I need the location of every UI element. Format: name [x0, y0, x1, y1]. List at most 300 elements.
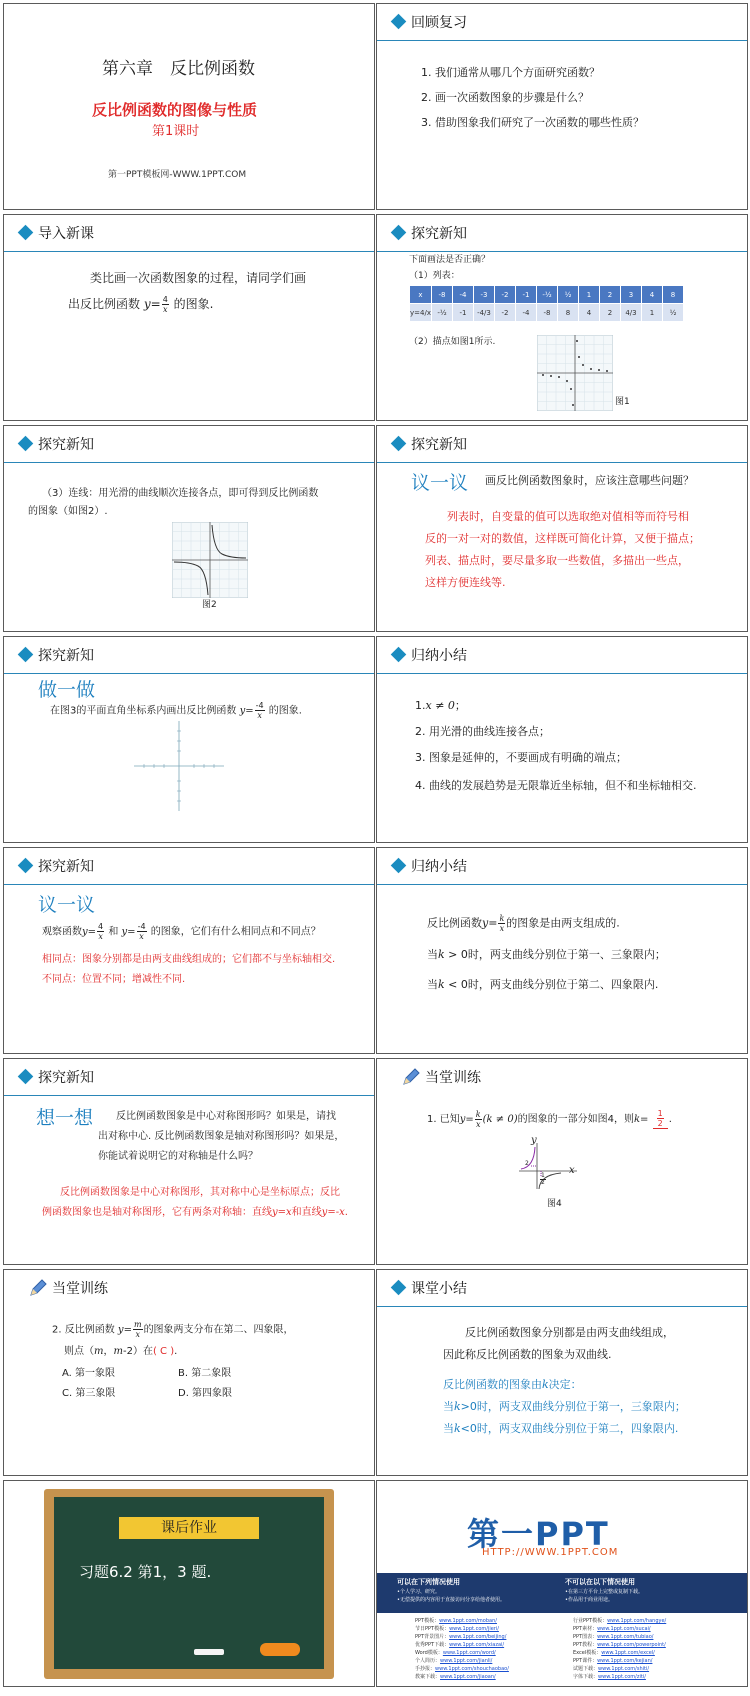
header-divider — [4, 1095, 374, 1096]
slide-13-practice-2[interactable] — [3, 1269, 375, 1476]
table-cell: -1 — [452, 304, 473, 322]
curve-figure-2 — [172, 522, 248, 598]
option-d[interactable]: D. 第四象限 — [178, 1388, 233, 1399]
diamond-bullet-icon — [18, 647, 34, 663]
comma: ， — [103, 1346, 114, 1357]
var-y: y — [459, 1114, 466, 1125]
diamond-bullet-icon — [391, 14, 407, 30]
line-text-end: >0时，两支双曲线分别位于第一，三象限内； — [460, 1400, 686, 1413]
var-m: m — [94, 1346, 104, 1357]
item-number: 1. — [415, 699, 426, 712]
table-cell: -2 — [494, 304, 515, 322]
var-k: k — [438, 978, 445, 991]
diamond-bullet-icon — [391, 647, 407, 663]
discuss-tag: 议一议 — [38, 894, 96, 916]
figure-caption: 图2 — [202, 600, 217, 610]
table-cell: 2 — [599, 304, 620, 322]
slide-header — [4, 1270, 374, 1306]
link-label: 节日PPT模板： — [415, 1626, 450, 1632]
allowed-item-1: •个人学习、研究。 — [397, 1589, 440, 1595]
link-url[interactable]: www.1ppt.com/xiazai/ — [449, 1642, 505, 1648]
fraction — [475, 1110, 482, 1129]
pencil-icon — [28, 1278, 48, 1298]
step-3-line-2: 的图象（如图2）. — [28, 506, 108, 517]
fraction — [133, 1320, 143, 1339]
header-title: 当堂训练 — [52, 1281, 108, 1297]
diamond-bullet-icon — [391, 436, 407, 452]
header-title: 当堂训练 — [425, 1070, 481, 1086]
answer-line-2: 反的一对一对的数值，这样既可简化计算，又便于描点； — [425, 532, 700, 545]
line-text-end: 时，两支曲线分别位于第一、三象限内； — [467, 948, 666, 961]
table-cell: -4 — [515, 304, 536, 322]
condition: (k ≠ 0) — [482, 1114, 518, 1125]
homework-tag: 课后作业 — [119, 1517, 259, 1539]
slide-8-summary[interactable] — [376, 636, 748, 843]
link-label: 试题下载： — [573, 1666, 599, 1672]
option-c[interactable]: C. 第三象限 — [62, 1388, 116, 1399]
slide-6-discuss[interactable] — [376, 425, 748, 632]
link-url[interactable]: www.1ppt.com/ziti/ — [598, 1674, 646, 1680]
question-end: . — [668, 1114, 672, 1125]
allowed-heading: 可以在下列情况使用 — [397, 1578, 460, 1586]
condition: < 0 — [448, 978, 468, 991]
link-url[interactable]: www.1ppt.com/sucai/ — [597, 1626, 651, 1632]
link-label: 优秀PPT下载： — [415, 1642, 450, 1648]
practice-question — [427, 1109, 672, 1129]
header-title: 回顾复习 — [411, 15, 467, 31]
var-y: y — [121, 926, 128, 938]
disallowed-item-1: •在第三方平台上完整或复制下载。 — [565, 1589, 643, 1595]
header-divider — [377, 884, 747, 885]
table-cell: -4/3 — [473, 304, 494, 322]
link-row[interactable] — [415, 1642, 504, 1649]
table-cell: -½ — [536, 286, 557, 304]
header-title: 探究新知 — [411, 226, 467, 242]
pencil-icon — [401, 1067, 421, 1087]
summary-item-2: 2. 用光滑的曲线连接各点； — [415, 725, 550, 738]
table-cell: 8 — [662, 286, 683, 304]
table-cell: 3 — [620, 286, 641, 304]
logo-text-ppt: PPT — [535, 1515, 610, 1553]
link-url[interactable]: www.1ppt.com/shiti/ — [598, 1666, 650, 1672]
eraser-icon — [260, 1643, 300, 1656]
logo-text-cn: 第一 — [467, 1515, 536, 1553]
instruction-text-end: 的图象. — [268, 705, 302, 717]
diamond-bullet-icon — [18, 1069, 34, 1085]
table-cell: -3 — [473, 286, 494, 304]
option-b[interactable]: B. 第二象限 — [178, 1368, 232, 1379]
link-url[interactable]: www.1ppt.com/beijing/ — [449, 1634, 507, 1640]
table-cell: -8 — [431, 286, 452, 304]
var-y: y — [143, 297, 151, 311]
brand-url[interactable]: HTTP://WWW.1PPT.COM — [482, 1547, 619, 1558]
fraction — [137, 922, 147, 941]
slide-7-try[interactable] — [3, 636, 375, 843]
table-cell: 1 — [641, 304, 662, 322]
diamond-bullet-icon — [18, 436, 34, 452]
intro-text-end: 的图象. — [173, 297, 214, 311]
diamond-bullet-icon — [391, 858, 407, 874]
numerator: 4 — [98, 922, 104, 931]
step-3-line-1: （3）连线：用光滑的曲线顺次连接各点，即可得到反比例函数 — [42, 488, 319, 499]
denominator: 2 — [657, 1119, 663, 1128]
table-cell: 4 — [641, 286, 662, 304]
link-url[interactable]: www.1ppt.com/tubiao/ — [597, 1634, 654, 1640]
denominator: x — [98, 932, 103, 941]
slide-2-review[interactable] — [376, 3, 748, 210]
numerator: -4 — [137, 922, 146, 931]
try-tag: 做一做 — [38, 679, 96, 701]
table-cell: -4 — [452, 286, 473, 304]
homework-text: 习题6.2 第1，3 题. — [79, 1563, 212, 1581]
header-divider — [377, 1306, 747, 1307]
answer-text-end: . — [344, 1207, 348, 1218]
summary-item-4: 4. 曲线的发展趋势是无限靠近坐标轴，但不和坐标轴相交. — [415, 779, 697, 792]
slide-header — [377, 426, 747, 462]
fraction — [255, 701, 265, 720]
practice-question-line-2 — [64, 1344, 177, 1360]
link-label: 教案下载： — [415, 1674, 441, 1680]
think-tag: 想一想 — [36, 1107, 94, 1129]
diamond-bullet-icon — [391, 1280, 407, 1296]
intro-text: 出反比例函数 — [68, 297, 141, 311]
numerator: m — [133, 1320, 142, 1329]
line-equation-2: y=-x — [321, 1207, 345, 1218]
link-row[interactable] — [415, 1674, 496, 1681]
link-label: PPT背景图片： — [415, 1634, 450, 1640]
var-m: m — [113, 1346, 123, 1357]
question-text-end: 的图象两支分布在第二、四象限， — [143, 1324, 294, 1336]
link-row[interactable] — [573, 1634, 653, 1641]
x-axis-label: x — [569, 1165, 575, 1176]
link-label: Excel模板： — [573, 1650, 602, 1656]
slide-1-title[interactable] — [3, 3, 375, 210]
line-text: 反比例函数 — [427, 916, 482, 930]
slide-header — [4, 215, 374, 251]
and-text: 和 — [108, 926, 119, 938]
var-y: y — [82, 926, 88, 938]
think-question-3: 你能试着说明它的对称轴是什么吗？ — [98, 1151, 258, 1162]
y-axis-label: y — [531, 1135, 537, 1146]
answer-text-mid: 和直线 — [291, 1207, 322, 1218]
link-url[interactable]: www.1ppt.com/excel/ — [601, 1650, 655, 1656]
line-equation-1: y=x — [272, 1207, 292, 1218]
equals-sign: = — [123, 1324, 132, 1336]
slide-header — [4, 848, 374, 884]
question-3: 3. 借助图象我们研究了一次函数的哪些性质？ — [421, 116, 644, 129]
answer-text: 例函数图象也是轴对称图形，它有两条对称轴：直线 — [42, 1207, 272, 1218]
header-title: 探究新知 — [38, 1070, 94, 1086]
link-label: PPT素材： — [573, 1626, 598, 1632]
link-url[interactable]: www.1ppt.com/moban/ — [439, 1618, 497, 1624]
header-divider — [4, 673, 374, 674]
tick-fraction — [540, 1173, 546, 1186]
slide-header — [377, 637, 747, 673]
diamond-bullet-icon — [18, 225, 34, 241]
slide-3-intro[interactable] — [3, 214, 375, 421]
lesson-number: 第1课时 — [152, 124, 200, 139]
item-punct: ； — [454, 699, 466, 712]
table-cell: -1 — [515, 286, 536, 304]
equals-sign: = — [465, 1114, 474, 1125]
var-k: k — [633, 1114, 641, 1125]
header-divider — [4, 251, 374, 252]
link-row[interactable] — [415, 1666, 509, 1673]
numerator: 1 — [657, 1109, 663, 1118]
summary-line-3 — [443, 1376, 582, 1394]
header-title: 探究新知 — [38, 437, 94, 453]
summary-line-5 — [443, 1420, 678, 1438]
table-cell: y=4/x — [410, 304, 432, 322]
slide-header — [377, 1270, 747, 1306]
slide-header — [4, 637, 374, 673]
link-row[interactable] — [573, 1618, 666, 1625]
link-label: PPT教程： — [573, 1642, 598, 1648]
table-row-y — [410, 304, 684, 322]
instruction-text: 在图3的平面直角坐标系内画出反比例函数 — [50, 705, 237, 717]
question-text: 2. 反比例函数 — [52, 1324, 115, 1336]
slide-10-summary-k[interactable] — [376, 847, 748, 1054]
link-row[interactable] — [573, 1642, 666, 1649]
link-label: 个人简历： — [415, 1658, 441, 1664]
summary-line-3 — [427, 976, 658, 994]
numerator: k — [475, 1109, 481, 1119]
line-text-end: 的图象是由两支组成的. — [506, 916, 620, 930]
equals-sign: = — [127, 926, 136, 938]
link-row[interactable] — [573, 1658, 652, 1665]
disallowed-item-2: •作品用于商业用途。 — [565, 1597, 613, 1603]
think-answer-1: 反比例函数图象是中心对称图形，其对称中心是坐标原点；反比 — [60, 1187, 340, 1198]
link-url[interactable]: www.1ppt.com/jieri/ — [449, 1626, 499, 1632]
slide-header — [377, 1059, 747, 1095]
summary-item-3: 3. 图象是延伸的，不要画成有明确的端点； — [415, 751, 627, 764]
try-instruction — [50, 701, 302, 720]
fraction — [97, 922, 104, 941]
table-cell: ½ — [557, 286, 578, 304]
line-text: 当 — [427, 948, 438, 961]
link-row[interactable] — [415, 1618, 497, 1625]
line-text-end: 时，两支曲线分别位于第二、四象限内. — [467, 978, 659, 991]
header-title: 探究新知 — [38, 859, 94, 875]
diamond-bullet-icon — [18, 858, 34, 874]
link-row[interactable] — [415, 1626, 499, 1633]
var-y: y — [482, 916, 489, 930]
disallowed-heading: 不可以在以下情况使用 — [565, 1578, 635, 1586]
answer-line-4: 这样方便连线等. — [425, 576, 506, 589]
slide-9-compare[interactable] — [3, 847, 375, 1054]
question-1: 1. 我们通常从哪几个方面研究函数？ — [421, 66, 600, 79]
intro-line-1: 类比画一次函数图象的过程，请同学们画 — [90, 271, 307, 285]
question-2: 2. 画一次函数图象的步骤是什么？ — [421, 91, 589, 104]
line-text: 反比例函数的图象由 — [443, 1378, 542, 1391]
line-text: 当 — [443, 1400, 454, 1413]
answer-line-1: 列表时，自变量的值可以选取绝对值相等而符号相 — [447, 510, 689, 523]
header-divider — [377, 40, 747, 41]
values-table — [409, 285, 684, 322]
link-url[interactable]: www.1ppt.com/powerpoint/ — [597, 1642, 666, 1648]
summary-item-1 — [415, 697, 466, 715]
link-row[interactable] — [573, 1650, 655, 1657]
header-title: 归纳小结 — [411, 859, 467, 875]
condition: x ≠ 0 — [425, 699, 455, 712]
numerator: k — [499, 914, 505, 923]
slide-header — [377, 4, 747, 40]
question-text-mid: 的图象的一部分如图4，则 — [517, 1114, 634, 1125]
fraction — [498, 914, 505, 933]
link-label: 手抄报： — [415, 1666, 436, 1672]
link-url[interactable]: www.1ppt.com/hangye/ — [607, 1618, 667, 1624]
think-answer-2 — [42, 1205, 348, 1221]
link-label: Word模板： — [415, 1650, 443, 1656]
option-a[interactable]: A. 第一象限 — [62, 1368, 116, 1379]
table-cell: 4/3 — [620, 304, 641, 322]
header-title: 导入新课 — [38, 226, 94, 242]
slide-header — [377, 848, 747, 884]
different-points: 不同点：位置不同；增减性不同. — [42, 974, 186, 985]
line-text-end: 决定： — [548, 1378, 582, 1391]
intro-line-2 — [68, 295, 213, 314]
table-cell: 4 — [578, 304, 599, 322]
lesson-title: 反比例函数的图像与性质 — [92, 101, 258, 119]
header-divider — [377, 673, 747, 674]
var-k: k — [438, 948, 445, 961]
link-url[interactable]: www.1ppt.com/kejian/ — [597, 1658, 653, 1664]
table-cell: -2 — [494, 286, 515, 304]
slide-header — [4, 426, 374, 462]
slide-header — [377, 215, 747, 251]
link-label: 行业PPT模板： — [573, 1618, 608, 1624]
summary-line-1: 反比例函数图象分别都是由两支曲线组成， — [465, 1326, 674, 1339]
equals-sign: = — [87, 926, 97, 938]
header-divider — [4, 884, 374, 885]
header-title: 归纳小结 — [411, 648, 467, 664]
answer-line-3: 列表、描点时，要尽量多取一些数值，多描出一些点， — [425, 554, 689, 567]
header-divider — [377, 462, 747, 463]
denominator: x — [139, 932, 144, 941]
compare-question — [42, 922, 321, 941]
think-question-1: 反比例函数图象是中心对称图形吗？如果是，请找 — [116, 1111, 336, 1122]
link-url[interactable]: www.1ppt.com/jianli/ — [440, 1658, 493, 1664]
line-text: 当 — [443, 1422, 454, 1435]
line-text: 当 — [427, 978, 438, 991]
answer-choice: ( C ) — [152, 1346, 175, 1357]
figure-caption: 图1 — [615, 397, 630, 407]
link-row[interactable] — [573, 1666, 649, 1673]
header-title: 课堂小结 — [411, 1281, 467, 1297]
slide-14-class-summary[interactable] — [376, 1269, 748, 1476]
condition: > 0 — [448, 948, 468, 961]
same-points: 相同点：图象分别都是由两支曲线组成的；它们都不与坐标轴相交. — [42, 954, 336, 965]
link-row[interactable] — [415, 1650, 496, 1657]
slide-5-connect[interactable] — [3, 425, 375, 632]
brand-header — [377, 1481, 747, 1573]
question-end: . — [174, 1346, 178, 1357]
step-1: （1）列表： — [409, 271, 460, 281]
link-url[interactable]: www.1ppt.com/shouchaobao/ — [435, 1666, 509, 1672]
table-row-x — [410, 286, 684, 304]
denominator: x — [162, 305, 168, 314]
table-cell: 2 — [599, 286, 620, 304]
link-row[interactable] — [573, 1674, 646, 1681]
link-label: PPT课件： — [573, 1658, 598, 1664]
brand-notice-band — [377, 1573, 747, 1613]
link-label: 字体下载： — [573, 1674, 599, 1680]
var-y: y — [117, 1324, 124, 1336]
slide-12-practice-1[interactable] — [376, 1058, 748, 1265]
table-cell: 1 — [578, 286, 599, 304]
summary-line-1 — [427, 914, 620, 933]
header-divider — [4, 462, 374, 463]
denominator: x — [257, 711, 262, 720]
slide-16-brand[interactable] — [376, 1480, 748, 1687]
x-tick-label — [539, 1173, 547, 1186]
var-y: y — [239, 705, 246, 717]
question-text: 1. 已知 — [427, 1114, 460, 1125]
header-title: 探究新知 — [38, 648, 94, 664]
chalk-icon — [194, 1649, 224, 1655]
denominator: x — [475, 1119, 481, 1129]
chapter-title: 第六章 反比例函数 — [102, 59, 255, 79]
denominator: 2 — [541, 1179, 545, 1186]
practice-question — [52, 1320, 294, 1339]
header-title: 探究新知 — [411, 437, 467, 453]
equals-sign: = — [640, 1114, 649, 1125]
y-tick-label: 2 — [525, 1160, 529, 1167]
equals-sign: = — [488, 916, 498, 930]
empty-axes-figure-3 — [134, 721, 224, 811]
summary-line-2: 因此称反比例函数的图象为双曲线. — [443, 1348, 612, 1361]
discuss-question: 画反比例函数图象时，应该注意哪些问题？ — [485, 474, 694, 487]
slide-header — [4, 1059, 374, 1095]
diamond-bullet-icon — [391, 225, 407, 241]
denominator: x — [499, 924, 505, 933]
numerator: 1 — [541, 1172, 545, 1179]
var-k: k — [454, 1422, 461, 1435]
brand-links — [377, 1613, 747, 1687]
var-k: k — [542, 1378, 549, 1391]
slide-11-think[interactable] — [3, 1058, 375, 1265]
table-cell: -½ — [431, 304, 452, 322]
link-row[interactable] — [573, 1626, 651, 1633]
equals-sign: = — [150, 297, 161, 311]
question-text: 观察函数 — [42, 926, 82, 938]
denominator: x — [135, 1330, 141, 1339]
link-label: PPT模板： — [415, 1618, 440, 1624]
answer-fraction — [653, 1109, 668, 1129]
numerator: -4 — [255, 701, 264, 710]
scatter-plot-figure-1 — [537, 335, 613, 411]
link-row[interactable] — [415, 1634, 506, 1641]
var-k: k — [454, 1400, 461, 1413]
question-text: 下面画法是否正确？ — [409, 255, 491, 265]
question-text: 则点（ — [64, 1346, 94, 1357]
equals-sign: = — [245, 705, 254, 717]
link-url[interactable]: www.1ppt.com/jiaoan/ — [440, 1674, 496, 1680]
link-url[interactable]: www.1ppt.com/word/ — [442, 1650, 496, 1656]
discuss-tag: 议一议 — [411, 472, 469, 494]
header-divider — [377, 251, 747, 252]
link-row[interactable] — [415, 1658, 492, 1665]
allowed-item-2: •无偿提供的内容用于直接访问分享给他者使用。 — [397, 1597, 505, 1603]
slide-4-table[interactable] — [376, 214, 748, 421]
table-cell: x — [410, 286, 432, 304]
question-text-mid: -2）在 — [122, 1346, 153, 1357]
summary-line-4 — [443, 1398, 686, 1416]
fraction — [162, 295, 169, 314]
slide-15-homework[interactable] — [3, 1480, 375, 1687]
summary-line-2 — [427, 946, 666, 964]
question-text-end: 的图象，它们有什么相同点和不同点？ — [150, 926, 321, 938]
